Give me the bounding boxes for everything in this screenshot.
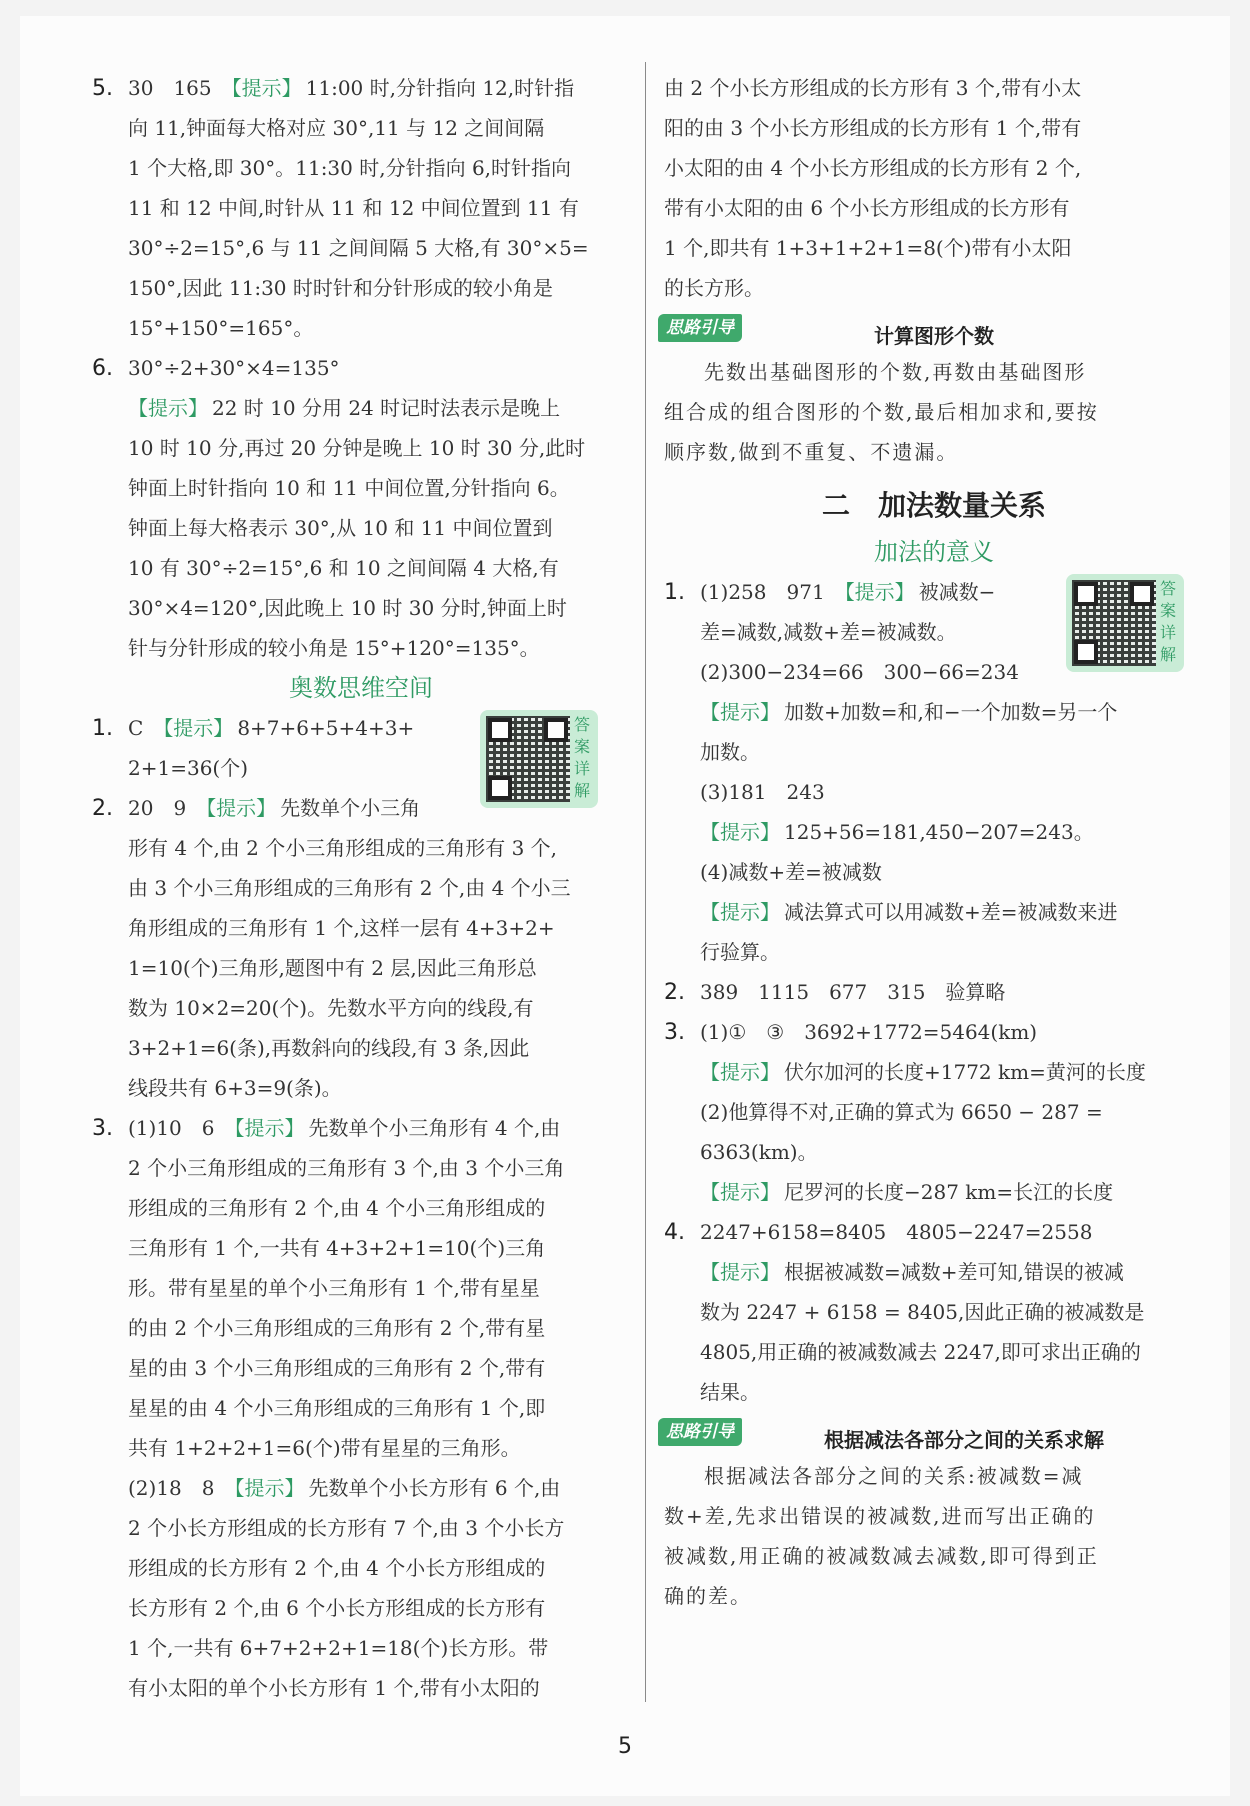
text-line: 1 个大格,即 30°。11:30 时,分针指向 6,时针指向 <box>128 156 572 180</box>
question-number: 6. <box>92 356 113 381</box>
text-line: 差=减数,减数+差=被减数。 <box>700 620 957 644</box>
text-line: 6363(km)。 <box>700 1140 818 1164</box>
qr-label-char: 答 <box>1159 579 1176 598</box>
hint-label: 【提示】 <box>163 716 234 740</box>
text-line: 被减数,用正确的被减数减去减数,即可得到正 <box>664 1544 1099 1568</box>
text-line: 确的差。 <box>664 1584 752 1608</box>
text: 先数单个小三角形有 4 个,由 <box>308 1116 561 1140</box>
text: 先数单个小长方形有 6 个,由 <box>308 1476 561 1500</box>
text-line: 15°+150°=165°。 <box>128 316 314 340</box>
text-line: 30°÷2=15°,6 与 11 之间间隔 5 大格,有 30°×5= <box>128 236 589 260</box>
text-line: 根据减法各部分之间的关系:被减数=减 <box>704 1464 1084 1488</box>
text-line: 的由 2 个小三角形组成的三角形有 2 个,带有星 <box>128 1316 546 1340</box>
o1-line <box>92 708 630 748</box>
hint-label: 【提示】 <box>844 580 915 604</box>
text-line: 组合成的组合图形的个数,最后相加求和,要按 <box>664 400 1099 424</box>
tip-title: 计算图形个数 <box>874 324 994 348</box>
text-line: 数+差,先求出错误的被减数,进而写出正确的 <box>664 1504 1096 1528</box>
q6-line <box>92 348 630 388</box>
text-line: 钟面上每大格表示 30°,从 10 和 11 中间位置到 <box>128 516 553 540</box>
text: 8+7+6+5+4+3+ <box>237 716 415 740</box>
question-number: 4. <box>664 1220 685 1245</box>
text-line: 共有 1+2+2+1=6(个)带有星星的三角形。 <box>128 1436 521 1460</box>
text-line: 长方形有 2 个,由 6 个小长方形组成的长方形有 <box>128 1596 546 1620</box>
qr-label-char: 详 <box>1159 623 1176 642</box>
hint-label: 【提示】 <box>700 1180 780 1204</box>
question-number: 2. <box>92 796 113 821</box>
text-line: 的长方形。 <box>664 276 764 300</box>
text-line: 顺序数,做到不重复、不遗漏。 <box>664 440 959 464</box>
text-line: 角形组成的三角形有 1 个,这样一层有 4+3+2+ <box>128 916 555 940</box>
hint-label: 【提示】 <box>700 700 780 724</box>
answer: (1)① ③ 3692+1772=5464(km) <box>700 1020 1038 1044</box>
text-line: 加数。 <box>700 740 760 764</box>
text-line <box>92 1468 630 1508</box>
answer: (2)18 8 <box>128 1476 215 1500</box>
text-line: 数为 2247 + 6158 = 8405,因此正确的被减数是 <box>700 1300 1145 1324</box>
text: 加数+加数=和,和−一个加数=另一个 <box>784 700 1118 724</box>
a3-line <box>664 1012 1204 1052</box>
text-line: 3+2+1=6(条),再数斜向的线段,有 3 条,因此 <box>128 1036 530 1060</box>
text-line: (4)减数+差=被减数 <box>700 860 882 884</box>
text-line <box>664 812 1204 852</box>
chapter-title: 二 加法数量关系 <box>821 489 1046 522</box>
hint-label: 【提示】 <box>231 76 302 100</box>
text-line: 针与分针形成的较小角是 15°+120°=135°。 <box>128 636 540 660</box>
text-line: 形。带有星星的单个小三角形有 1 个,带有星星 <box>128 1276 540 1300</box>
a2-line <box>664 972 1204 1012</box>
answer: 30°÷2+30°×4=135° <box>128 356 340 380</box>
text: 11:00 时,分针指向 12,时针指 <box>305 76 575 100</box>
text-line: 10 时 10 分,再过 20 分钟是晚上 10 时 30 分,此时 <box>128 436 586 460</box>
text-line: 阳的由 3 个小长方形组成的长方形有 1 个,带有 <box>664 116 1082 140</box>
qr-label-char: 详 <box>573 759 590 778</box>
text-line: 三角形有 1 个,一共有 4+3+2+1=10(个)三角 <box>128 1236 546 1260</box>
text-line <box>92 388 630 428</box>
question-number: 1. <box>92 716 113 741</box>
left-column <box>92 68 630 1708</box>
text-line: 150°,因此 11:30 时时针和分针形成的较小角是 <box>128 276 553 300</box>
hint-label: 【提示】 <box>700 1060 780 1084</box>
question-number: 1. <box>664 580 685 605</box>
text-line: 1=10(个)三角形,题图中有 2 层,因此三角形总 <box>128 956 537 980</box>
qr-label-char: 解 <box>1159 645 1176 664</box>
text-line: 1 个,一共有 6+7+2+2+1=18(个)长方形。带 <box>128 1636 549 1660</box>
answer: 389 1115 677 315 验算略 <box>700 980 1006 1004</box>
text: 根据被减数=减数+差可知,错误的被减 <box>784 1260 1124 1284</box>
text-line <box>664 1252 1204 1292</box>
question-number: 5. <box>92 76 113 101</box>
text: 减法算式可以用减数+差=被减数来进 <box>784 900 1118 924</box>
text-line: 2 个小三角形组成的三角形有 3 个,由 3 个小三角 <box>128 1156 565 1180</box>
text-line <box>664 692 1204 732</box>
hint-label: 【提示】 <box>700 820 780 844</box>
tip-box-subtraction <box>664 1416 1204 1616</box>
text-line: 星星的由 4 个小三角形组成的三角形有 1 个,即 <box>128 1396 546 1420</box>
text: 125+56=181,450−207=243。 <box>784 820 1094 844</box>
text-line: 向 11,钟面每大格对应 30°,11 与 12 之间间隔 <box>128 116 545 140</box>
text: 伏尔加河的长度+1772 km=黄河的长度 <box>784 1060 1146 1084</box>
text-line: 数为 10×2=20(个)。先数水平方向的线段,有 <box>128 996 534 1020</box>
hint-label: 【提示】 <box>206 796 277 820</box>
answer: C <box>128 716 144 740</box>
text-line: 结果。 <box>700 1380 760 1404</box>
page-number: 5 <box>618 1734 632 1759</box>
tip-badge: 思路引导 <box>658 314 742 342</box>
text-line: (2)300−234=66 300−66=234 <box>700 660 1019 684</box>
text-line: 4805,用正确的被减数减去 2247,即可求出正确的 <box>700 1340 1141 1364</box>
q5-line <box>92 68 630 108</box>
text-line: 小太阳的由 4 个小长方形组成的长方形有 2 个, <box>664 156 1082 180</box>
a4-line <box>664 1212 1204 1252</box>
tip-body <box>664 352 1204 472</box>
text-line: 有小太阳的单个小长方形有 1 个,带有小太阳的 <box>128 1676 540 1700</box>
o2-line <box>92 788 630 828</box>
text: 22 时 10 分用 24 时记时法表示是晚上 <box>212 396 561 420</box>
text-line: 30°×4=120°,因此晚上 10 时 30 分时,钟面上时 <box>128 596 567 620</box>
section-title: 奥数思维空间 <box>289 674 433 702</box>
answer: 30 165 <box>128 76 212 100</box>
text-line: 形组成的长方形有 2 个,由 4 个小长方形组成的 <box>128 1556 546 1580</box>
a1-line <box>664 572 1204 612</box>
text-line: 10 有 30°÷2=15°,6 和 10 之间间隔 4 大格,有 <box>128 556 559 580</box>
text-line: 11 和 12 中间,时针从 11 和 12 中间位置到 11 有 <box>128 196 579 220</box>
text-line: 行验算。 <box>700 940 780 964</box>
column-divider <box>645 62 646 1702</box>
question-number: 3. <box>664 1020 685 1045</box>
answer: (1)258 971 <box>700 580 825 604</box>
answer: (1)10 6 <box>128 1116 215 1140</box>
text-line <box>664 1172 1204 1212</box>
text-line: 带有小太阳的由 6 个小长方形组成的长方形有 <box>664 196 1070 220</box>
qr-label-char: 解 <box>573 781 590 800</box>
text-line: 2+1=36(个) <box>128 756 249 780</box>
text-line: 线段共有 6+3=9(条)。 <box>128 1076 342 1100</box>
hint-label: 【提示】 <box>234 1116 305 1140</box>
answer: 2247+6158=8405 4805−2247=2558 <box>700 1220 1093 1244</box>
text-line: (2)他算得不对,正确的算式为 6650 − 287 = <box>700 1100 1103 1124</box>
tip-body <box>664 1456 1204 1616</box>
text-line: 钟面上时针指向 10 和 11 中间位置,分针指向 6。 <box>128 476 570 500</box>
hint-label: 【提示】 <box>234 1476 305 1500</box>
a1-block <box>664 572 1204 692</box>
text-line: 由 2 个小长方形组成的长方形有 3 个,带有小太 <box>664 76 1082 100</box>
qr-label-char: 案 <box>1159 601 1176 620</box>
text-line: 形组成的三角形有 2 个,由 4 个小三角形组成的 <box>128 1196 546 1220</box>
text: 尼罗河的长度−287 km=长江的长度 <box>784 1180 1114 1204</box>
text-line <box>664 892 1204 932</box>
question-number: 3. <box>92 1116 113 1141</box>
text-line: 1 个,即共有 1+3+1+2+1=8(个)带有小太阳 <box>664 236 1072 260</box>
text-line: 先数出基础图形的个数,再数由基础图形 <box>704 360 1087 384</box>
o3-line <box>92 1108 630 1148</box>
tip-badge: 思路引导 <box>658 1418 742 1446</box>
qr-label-char: 案 <box>573 737 590 756</box>
text: 被减数− <box>918 580 996 604</box>
text-line: 星的由 3 个小三角形组成的三角形有 2 个,带有 <box>128 1356 546 1380</box>
qr-label-char: 答 <box>573 715 590 734</box>
olympiad-block <box>92 708 630 828</box>
section-title: 加法的意义 <box>874 538 994 566</box>
text-line <box>664 1052 1204 1092</box>
answer: 20 9 <box>128 796 187 820</box>
text: 先数单个小三角 <box>280 796 421 820</box>
right-column <box>664 68 1204 1616</box>
text-line: 由 3 个小三角形组成的三角形有 2 个,由 4 个小三 <box>128 876 571 900</box>
text-line: 形有 4 个,由 2 个小三角形组成的三角形有 3 个, <box>128 836 558 860</box>
tip-title: 根据减法各部分之间的关系求解 <box>824 1428 1104 1452</box>
hint-label: 【提示】 <box>700 1260 780 1284</box>
hint-label: 【提示】 <box>700 900 780 924</box>
text-line: (3)181 243 <box>700 780 825 804</box>
text-line: 2 个小长方形组成的长方形有 7 个,由 3 个小长方 <box>128 1516 565 1540</box>
question-number: 2. <box>664 980 685 1005</box>
tip-box-counting <box>664 312 1204 472</box>
hint-label: 【提示】 <box>128 396 208 420</box>
